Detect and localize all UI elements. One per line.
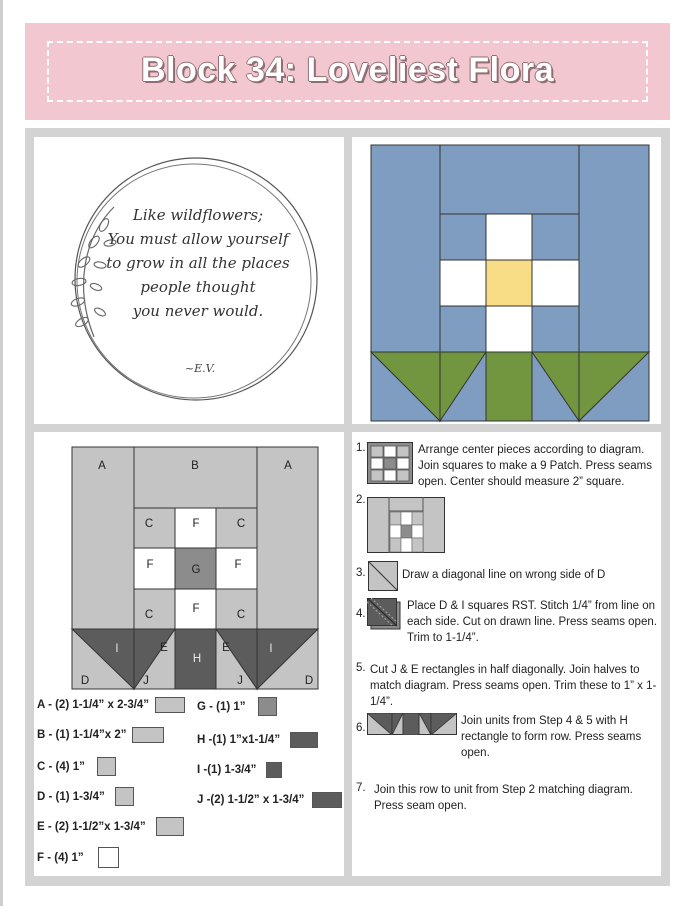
page-left-rule — [0, 0, 3, 906]
step-6-text: Join units from Step 4 & 5 with H rectangle to form row. Press seams open. — [461, 715, 642, 759]
label-c: C — [144, 609, 154, 621]
swatch-light-gray — [156, 817, 184, 836]
step-number: 3. — [356, 567, 366, 579]
quote-line: people thought — [140, 278, 256, 296]
label-i-right: I — [269, 643, 273, 655]
label-a-right: A — [284, 460, 292, 472]
quote-line: to grow in all the places — [106, 254, 290, 272]
quote-signature: ~E.V. — [184, 362, 216, 375]
step-1-text: Arrange center pieces according to diagram. Join squares to make a 9 Patch. Press seams open. Center should measure 2” square. — [418, 444, 652, 488]
content-frame — [25, 128, 670, 886]
cut-item-i — [197, 762, 282, 778]
quote-line: you never would. — [132, 302, 264, 320]
label-j-right: J — [237, 675, 243, 687]
finished-block-illustration — [352, 137, 661, 424]
step-5-text: Cut J & E rectangles in half diagonally. Join halves to match diagram. Press seams open. Trim these to 1” x 1-1/4”. — [370, 664, 657, 708]
cut-item-text: G - (1) 1” — [197, 700, 246, 713]
label-f: F — [192, 603, 200, 615]
swatch-dark-gray — [312, 792, 342, 808]
cut-item-a — [37, 697, 185, 713]
cut-item-g — [197, 697, 277, 716]
label-d-left: D — [80, 675, 90, 687]
piece-diagram — [34, 432, 344, 692]
swatch-light-gray — [155, 697, 185, 713]
step-7-text: Join this row to unit from Step 2 matching diagram. Press seam open. — [374, 784, 633, 812]
quote-line: Like wildflowers; — [132, 206, 264, 224]
cut-item-c — [37, 757, 116, 776]
label-a-left: A — [98, 460, 106, 472]
swatch-dark-gray — [266, 762, 282, 778]
step-number: 1. — [356, 442, 366, 454]
cut-item-text: B - (1) 1-1/4”x 2” — [37, 729, 127, 741]
step-number: 6. — [356, 722, 366, 734]
cut-item-text: C - (4) 1” — [37, 760, 85, 773]
step-number: 4. — [356, 608, 366, 620]
label-g: G — [191, 564, 201, 576]
label-e-left: E — [160, 642, 168, 654]
diagram-panel — [34, 432, 344, 876]
step4-rst-squares-icon — [367, 598, 401, 630]
label-i-left: I — [115, 643, 119, 655]
step-number: 7. — [356, 782, 366, 794]
finished-block-panel — [352, 137, 661, 424]
label-f: F — [192, 518, 200, 530]
step2-unit-icon — [367, 497, 445, 553]
step-3-text: Draw a diagonal line on wrong side of D — [402, 569, 606, 581]
cut-item-j — [197, 792, 342, 808]
step-4-text: Place D & I squares RST. Stitch 1/4” from line on each side. Cut on drawn line. Press seams open. Trim to 1-1/4”. — [407, 600, 657, 644]
title-banner — [25, 23, 670, 120]
swatch-white — [98, 847, 119, 868]
step1-nine-patch-icon — [367, 442, 413, 484]
cut-item-text: H -(1) 1”x1-1/4” — [197, 734, 281, 746]
page-title: Block 34: Loveliest Flora — [140, 51, 555, 89]
swatch-light-gray — [115, 787, 134, 806]
step-number: 5. — [356, 662, 366, 674]
cut-item-text: J -(2) 1-1/2” x 1-3/4” — [197, 794, 305, 806]
cut-item-text: I -(1) 1-3/4” — [197, 764, 257, 776]
swatch-dark-gray — [290, 732, 318, 748]
label-c: C — [144, 518, 154, 530]
swatch-light-gray — [97, 757, 116, 776]
label-b: B — [191, 460, 199, 472]
label-c: C — [236, 609, 246, 621]
label-f: F — [146, 559, 154, 571]
quote-line: You must allow yourself — [107, 230, 289, 248]
label-j-left: J — [143, 675, 149, 687]
step-number: 2. — [356, 494, 366, 506]
cut-item-b — [37, 727, 164, 743]
swatch-light-gray — [132, 727, 164, 743]
cut-item-text: E - (2) 1-1/2”x 1-3/4” — [37, 820, 146, 833]
swatch-mid-gray — [258, 697, 277, 716]
cut-item-text: D - (1) 1-3/4” — [37, 790, 105, 803]
cut-item-e — [37, 817, 184, 836]
quote-text — [103, 203, 293, 323]
label-d-right: D — [304, 675, 314, 687]
label-c: C — [236, 518, 246, 530]
cut-item-d — [37, 787, 134, 806]
cut-item-text: F - (4) 1” — [37, 851, 84, 864]
cut-item-text: A - (2) 1-1/4” x 2-3/4” — [37, 699, 150, 711]
cut-item-f — [37, 847, 119, 868]
cut-item-h — [197, 732, 318, 748]
step6-row-icon — [367, 713, 457, 735]
label-f: F — [234, 559, 242, 571]
step3-diagonal-icon — [368, 561, 398, 591]
steps-panel — [352, 432, 661, 876]
label-h: H — [192, 653, 202, 665]
label-e-right: E — [222, 642, 230, 654]
